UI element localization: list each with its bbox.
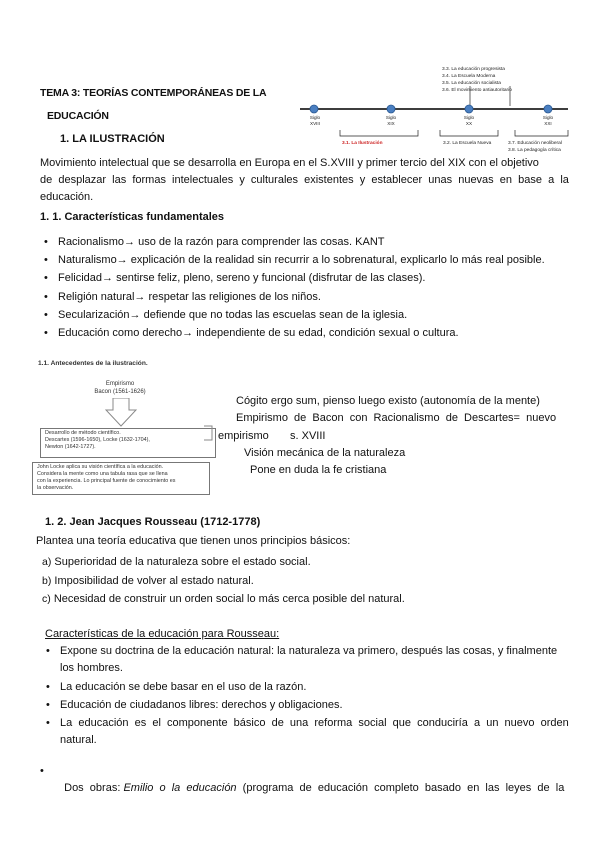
intro-paragraph	[40, 155, 569, 206]
timeline-node	[465, 105, 473, 113]
timeline-red-label: 3.1. La Ilustración	[342, 141, 383, 146]
timeline-node-label: Siglo XIX	[385, 115, 397, 126]
timeline-node-label: Siglo XX	[463, 115, 475, 126]
text-line: de desplazar las formas intelectuales y culturales existentes y establecer unas nuevas en base a la	[40, 174, 569, 186]
note-line: Visión mecánica de la naturaleza	[244, 447, 406, 459]
section-heading: 1. LA ILUSTRACIÓN	[60, 133, 165, 145]
timeline-bottom-item: 3.8. La pedagogía crítica	[508, 148, 561, 153]
subsection-heading: Características de la educación para Rousseau:	[45, 628, 280, 640]
list-item: • Racionalismo→ uso de la razón para comprender las cosas. KANT	[44, 236, 385, 248]
timeline-diagram	[300, 62, 570, 162]
note-line: s. XVIII	[290, 430, 326, 442]
list-item: • Educación como derecho→ independiente de su edad, condición sexual o cultura.	[44, 327, 459, 339]
intro-text: Plantea una teoría educativa que tienen unos principios básicos:	[36, 535, 351, 547]
down-arrow-icon	[105, 398, 137, 428]
timeline-node	[544, 105, 552, 113]
figure-caption: 1.1. Antecedentes de la ilustración.	[38, 360, 148, 367]
empirismo-label: Empirismo Bacon (1561-1626)	[94, 381, 146, 395]
timeline-node	[310, 105, 318, 113]
timeline-escuela-nueva: 3.2. La Escuela Nueva	[443, 141, 492, 146]
list-item: • La educación es el componente básico de una reforma social que conduciría a un nuevo orden natural.	[46, 717, 569, 746]
timeline-top-item: 3.4. La Escuela Moderna	[442, 74, 496, 79]
note-line: empirismo	[218, 430, 269, 442]
subsection-heading: 1. 2. Jean Jacques Rousseau (1712-1778)	[45, 516, 261, 528]
timeline-bracket	[440, 130, 498, 136]
timeline-top-item: 3.3. La educación progresista	[442, 67, 505, 72]
timeline-bracket	[515, 130, 568, 136]
list-item: c) Necesidad de construir un orden social lo más cerca posible del natural.	[42, 593, 405, 605]
list-item: • Religión natural→ respetar las religiones de los niños.	[44, 291, 321, 303]
list-item: b) Imposibilidad de volver al estado natural.	[42, 575, 254, 587]
note-line: Empirismo de Bacon con Racionalismo de Descartes= nuevo	[236, 412, 557, 424]
note-line: Pone en duda la fe cristiana	[250, 464, 387, 476]
list-item: • Naturalismo→ explicación de la realidad sin recurrir a lo sobrenatural, explicarlo lo más real posible.	[44, 254, 545, 266]
locke-box: John Locke aplica su visión científica a la educación. Considera la mente como una tabula rasa que se llena con la experiencia. Lo principal fuente de conocimiento es la observación.	[32, 462, 210, 495]
list-item: • Secularización→ defiende que no todas las escuelas sean de la iglesia.	[44, 309, 408, 321]
text-line: Movimiento intelectual que se desarrolla en Europa en el S.XVIII y primer tercio del XIX con el objetivo	[40, 157, 539, 169]
timeline-bottom-item: 3.7. Educación neoliberal	[508, 141, 562, 146]
timeline-top-item: 3.5. La educación socialista	[442, 81, 501, 86]
timeline-top-item: 3.6. El movimiento antiautoritario	[442, 88, 512, 93]
list-item: • Dos obras: Emilio o la educación (programa de educación completo basado en las leyes de la	[40, 765, 565, 794]
page-title-line2: EDUCACIÓN	[47, 110, 109, 122]
list-item: • Expone su doctrina de la educación natural: la naturaleza va primero, después las cosas, y finalmente los hombres.	[46, 645, 558, 674]
timeline-node-label: Siglo XVIII	[309, 115, 321, 126]
text-line: educación.	[40, 191, 94, 203]
timeline-node-label: Siglo XXI	[542, 115, 554, 126]
page-title: TEMA 3: TEORÍAS CONTEMPORÁNEAS DE LA	[40, 87, 267, 99]
list-item: a) Superioridad de la naturaleza sobre el estado social.	[42, 556, 311, 568]
note-line: Cógito ergo sum, pienso luego existo (autonomía de la mente)	[236, 395, 540, 407]
subsection-heading: 1. 1. Características fundamentales	[40, 211, 225, 223]
method-box: Desarrollo de método científico. Descartes (1596-1650), Locke (1632-1704), Newton (1642-1727).	[40, 428, 216, 458]
list-item: • Felicidad→ sentirse feliz, pleno, sereno y funcional (disfrutar de las clases).	[44, 272, 426, 284]
list-item: • La educación se debe basar en el uso de la razón.	[46, 681, 307, 693]
timeline-node	[387, 105, 395, 113]
list-item: • Educación de ciudadanos libres: derechos y obligaciones.	[46, 699, 343, 711]
timeline-bracket	[340, 130, 418, 136]
bracket-icon	[203, 425, 215, 441]
